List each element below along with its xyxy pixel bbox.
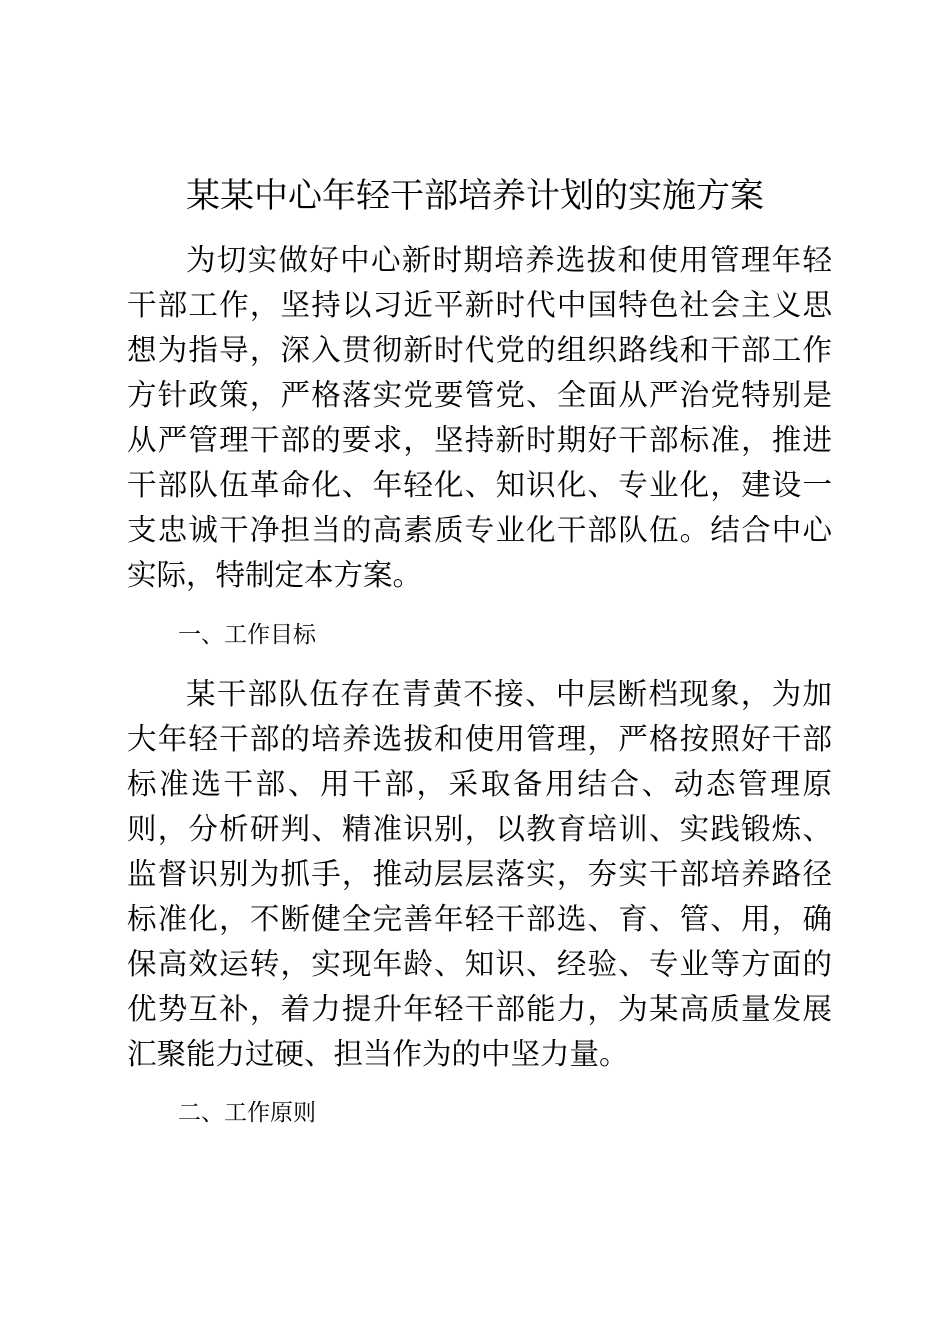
document-title: 某某中心年轻干部培养计划的实施方案	[186, 176, 764, 216]
intro-paragraph: 为切实做好中心新时期培养选拔和使用管理年轻干部工作，坚持以习近平新时代中国特色社会主义思想为指导，深入贯彻新时代党的组织路线和干部工作方针政策，严格落实党要管党、全面从严治党特别是从严管理干部的要求，坚持新时期好干部标准，推进干部队伍革命化、年轻化、知识化、专业化，建设一支忠诚干净担当的高素质专业化干部队伍。结合中心实际，特制定本方案。	[127, 243, 832, 592]
section-heading-goals: 一、工作目标	[178, 622, 316, 648]
section-body-goals: 某干部队伍存在青黄不接、中层断档现象，为加大年轻干部的培养选拔和使用管理，严格按照好干部标准选干部、用干部，采取备用结合、动态管理原则，分析研判、精准识别，以教育培训、实践锻炼、监督识别为抓手，推动层层落实，夯实干部培养路径标准化，不断健全完善年轻干部选、育、管、用，确保高效运转，实现年龄、知识、经验、专业等方面的优势互补，着力提升年轻干部能力，为某高质量发展汇聚能力过硬、担当作为的中坚力量。	[127, 677, 832, 1071]
section-heading-principles: 二、工作原则	[178, 1100, 316, 1126]
